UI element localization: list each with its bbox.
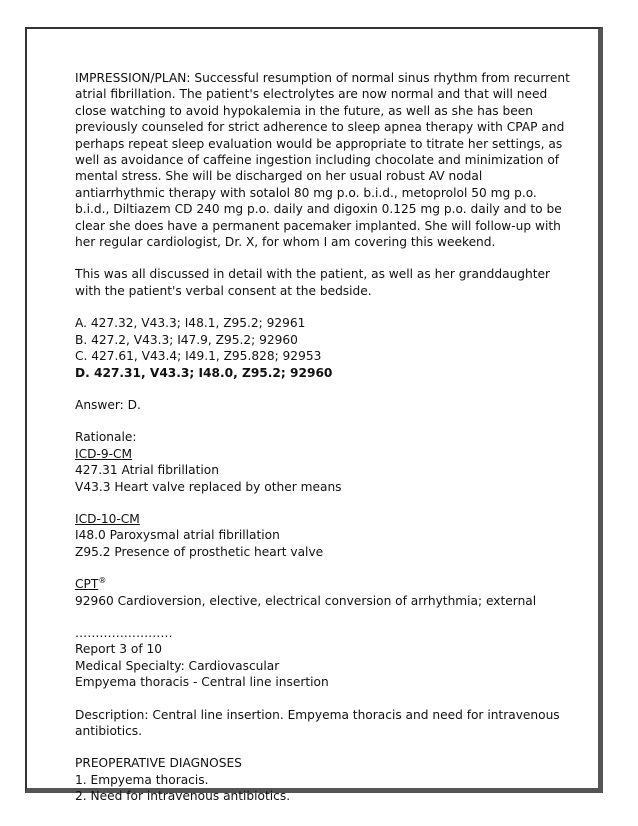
discussion-paragraph: This was all discussed in detail with the patient, as well as her granddaughter with the patient's verbal consent at the bedside. xyxy=(75,267,551,298)
option-c: C. 427.61, V43.4; I49.1, Z95.828; 92953 xyxy=(75,349,322,364)
icd9-heading: ICD-9-CM xyxy=(75,446,133,461)
description-paragraph: Description: Central line insertion. Empyema thoracis and need for intravenous antibiotics. xyxy=(75,707,560,738)
option-a: A. 427.32, V43.3; I48.1, Z95.2; 92961 xyxy=(75,316,306,331)
icd10-heading: ICD-10-CM xyxy=(75,511,140,526)
icd10-item: Z95.2 Presence of prosthetic heart valve xyxy=(75,544,324,559)
icd9-item: 427.31 Atrial fibrillation xyxy=(75,463,219,478)
preop-item: 1. Empyema thoracis. xyxy=(75,772,209,787)
cpt-heading: CPT xyxy=(75,577,99,592)
report-title: Empyema thoracis - Central line insertion xyxy=(75,675,329,690)
rationale-label: Rationale: xyxy=(75,430,137,445)
answer-line: Answer: D. xyxy=(75,397,141,412)
answer-options xyxy=(75,315,570,381)
option-b: B. 427.2, V43.3; I47.9, Z95.2; 92960 xyxy=(75,332,298,347)
option-d: D. 427.31, V43.3; I48.0, Z95.2; 92960 xyxy=(75,365,333,380)
icd9-item: V43.3 Heart valve replaced by other means xyxy=(75,479,342,494)
report-number: Report 3 of 10 xyxy=(75,642,163,657)
preop-heading: PREOPERATIVE DIAGNOSES xyxy=(75,756,242,771)
medical-specialty: Medical Specialty: Cardiovascular xyxy=(75,658,280,673)
document-body xyxy=(75,70,570,805)
separator-dots: …………………… xyxy=(75,625,173,640)
impression-plan-paragraph: IMPRESSION/PLAN: Successful resumption of normal sinus rhythm from recurrent atrial fibrillation. The patient's electrolytes are now normal and that will need close watching to avoid hypokalemia in the future, as well as she has been previously counseled for strict adherence to sleep apnea therapy with CPAP and perhaps repeat sleep evaluation would be appropriate to titrate her settings, as well as avoidance of caffeine ingestion including chocolate and minimization of mental stress. She will be discharged on her usual robust AV nodal antiarrhythmic therapy with sotalol 80 mg p.o. b.i.d., metoprolol 50 mg p.o. b.i.d., Diltiazem CD 240 mg p.o. daily and digoxin 0.125 mg p.o. daily and to be clear she does have a permanent pacemaker implanted. She will follow-up with her regular cardiologist, Dr. X, for whom I am covering this weekend. xyxy=(75,71,570,250)
cpt-heading-line xyxy=(75,576,570,592)
preop-item: 2. Need for intravenous antibiotics. xyxy=(75,789,291,804)
registered-mark: ® xyxy=(98,576,107,586)
cpt-item: 92960 Cardioversion, elective, electrical conversion of arrhythmia; external xyxy=(75,593,537,608)
icd10-item: I48.0 Paroxysmal atrial fibrillation xyxy=(75,528,280,543)
